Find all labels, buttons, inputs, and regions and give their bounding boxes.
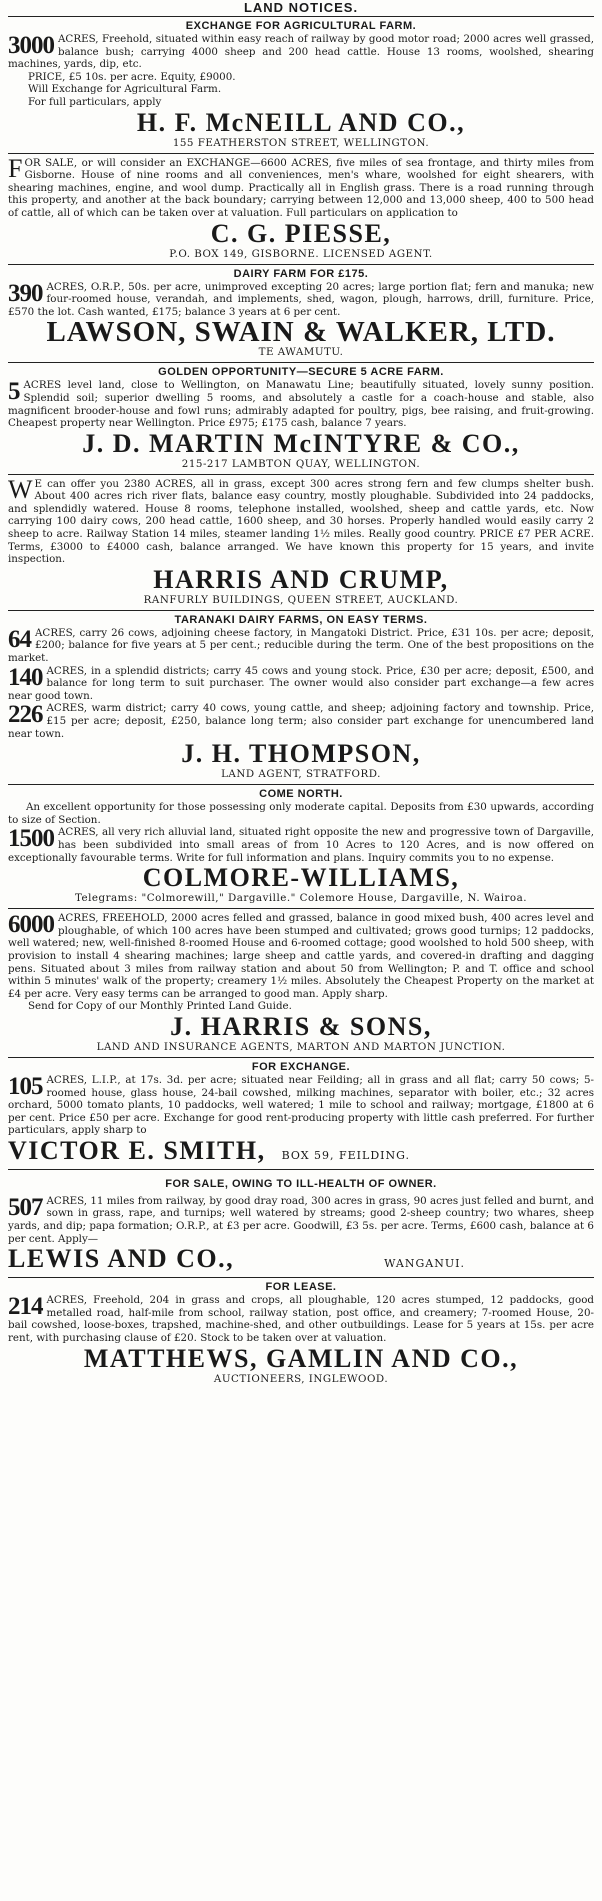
ad-text: ACRES, in a splendid districts; carry 45 cows and young stock. Price, £30 per acre; deposit, £500, and balance for long term to suit purchaser. The owner would also consider part exchange—a few acres near good town. [8, 664, 594, 702]
advertiser-address: RANFURLY BUILDINGS, QUEEN STREET, AUCKLAND. [143, 593, 459, 606]
ad-mcintyre [8, 362, 594, 473]
acreage-number: 105 [8, 1072, 43, 1100]
advertiser-address: BOX 59, FEILDING. [281, 1148, 411, 1162]
ad-piesse [8, 153, 594, 264]
acreage-number: 214 [8, 1293, 43, 1321]
ad-text: ACRES, L.I.P., at 17s. 3d. per acre; situated near Feilding; all in grass and all flat; carry 50 cows; 5-roomed house, glass house, 24-bail cowshed, milking machines, separator with boiler, etc.; 32 acres orchard, 5000 tomato plants, 10 paddocks, well watered; 1 mile to school and railway; mortgage, £1800 at 6 per cent. Price £50 per acre. Exchange for good rent-producing property with little cash preferred. For further particulars, apply sharp to [8, 1073, 594, 1137]
ad-heading: DAIRY FARM FOR £175. [233, 267, 369, 280]
acreage-number: 390 [8, 279, 43, 307]
advertiser-name: VICTOR E. SMITH, [8, 1135, 266, 1165]
advertiser-address: 215-217 LAMBTON QUAY, WELLINGTON. [181, 457, 421, 470]
ad-text: ACRES, carry 26 cows, adjoining cheese factory, in Mangatoki District. Price, £31 10s. per acre; deposit, £200; balance for five years at 5 per cent.; reducible during the term. One of the best propositions on the market. [8, 626, 594, 665]
ad-heading: GOLDEN OPPORTUNITY—SECURE 5 ACRE FARM. [158, 366, 444, 379]
ad-victor-smith [8, 1057, 594, 1169]
list-item [8, 665, 594, 703]
ad-heading: COME NORTH. [259, 788, 343, 801]
list-item [8, 702, 594, 740]
advertiser-name: COLMORE-WILLIAMS, [142, 863, 460, 893]
ad-text: ACRES, Freehold, situated within easy reach of railway by good motor road; 2000 acres well grassed, balance bush; carrying 4000 sheep and 200 head cattle. House 13 rooms, woolshed, shearing machines, yards, dip, etc. [8, 33, 594, 71]
acreage-number: 226 [8, 701, 43, 729]
acreage-number: 6000 [8, 911, 54, 939]
drop-cap: F [8, 153, 23, 183]
ad-matthews-gamlin [8, 1277, 594, 1384]
advertiser-address: WANGANUI. [384, 1257, 465, 1271]
advertiser-name: LAWSON, SWAIN & WALKER, LTD. [46, 316, 556, 349]
ad-text: ACRES level land, close to Wellington, on Manawatu Line; beautifully situated, lovely sunny position. Splendid soil; superior dwelling 5 rooms, and absolutely a castle for a coach-house and stable, also magnificent brooder-house and fowl runs; admirably adapted for poultry, pigs, bee raising, and fruit-growing. Cheapest property near Wellington. Price £975; £175 cash, balance 7 years. [8, 379, 594, 430]
ad-text: ACRES, all very rich alluvial land, situated right opposite the new and progressive town of Dargaville, has been subdivided into small areas of from 10 Acres to 120 Acres, and is now offered on exceptionally favourable terms. Write for full information and plans. Inquiry commits you to no expense. [8, 826, 594, 864]
advertiser-address: 155 FEATHERSTON STREET, WELLINGTON. [172, 136, 430, 149]
list-item [8, 627, 594, 665]
ad-heading: TARANAKI DAIRY FARMS, ON EASY TERMS. [174, 613, 428, 626]
advertiser-name: LEWIS AND CO., [8, 1244, 235, 1274]
advertiser-address: Telegrams: "Colmorewill," Dargaville." Colemore House, Dargaville, N. Wairoa. [74, 892, 528, 905]
acreage-number: 5 [8, 378, 20, 406]
advertiser-name: HARRIS AND CRUMP, [153, 564, 449, 594]
ad-text: ACRES, FREEHOLD, 2000 acres felled and grassed, balance in good mixed bush, 400 acres level and ploughable, of which 100 acres have been stumped and cultivated; grows good turnips; 12 paddocks, well watered; new, well-finished 8-roomed House and 6-roomed cottage; good woolshed to hold 500 sheep, with provision to install 4 shearing machines; large sheep and cattle yards, and covered-in drafting and dagging pens. Situated about 3 miles from railway station and about 50 from Wellington; P. and T. office and school within 5 minutes' walk of the property; creamery 1½ miles. Absolutely the Cheapest Property on the market at £4 per acre. Very easy terms can be arranged to good man. Apply sharp. [8, 912, 594, 1000]
advertiser-name: J. H. THOMPSON, [181, 739, 421, 769]
ad-text: ACRES, Freehold, 204 in grass and crops, all ploughable, 120 acres stumped, 12 paddocks, good metalled road, half-mile from school, railway station, post office, and creamery; 7-roomed House, 20-bail cowshed, loose-boxes, trapshed, machine-shed, and other outbuildings. Lease for 5 years at 15s. per acre rent, with purchasing clause of £20. Stock to be taken over at valuation. [8, 1294, 594, 1345]
ad-colmore-williams [8, 784, 594, 908]
acreage-number: 1500 [8, 825, 54, 853]
advertiser-address: LAND AND INSURANCE AGENTS, MARTON AND MARTON JUNCTION. [96, 1040, 506, 1053]
ad-heading: FOR SALE, OWING TO ILL-HEALTH OF OWNER. [165, 1177, 437, 1190]
ad-text: Will Exchange for Agricultural Farm. [28, 83, 222, 96]
advertiser-address: P.O. BOX 149, GISBORNE. LICENSED AGENT. [169, 247, 433, 260]
advertiser-name: J. HARRIS & SONS, [170, 1011, 432, 1041]
advertiser-name: MATTHEWS, GAMLIN AND CO., [83, 1343, 519, 1373]
ad-text: ACRES, 11 miles from railway, by good dray road, 300 acres in grass, 90 acres just felled and burnt, and sown in grass, rape, and turnips; well watered by streams; good 2-sheep country; two whares, sheep yards, and dip; papa formation; O.R.P., at £3 per acre. Goodwill, £3 5s. per acre. Terms, £600 cash, balance at 6 per cent. Apply— [8, 1194, 594, 1245]
ad-intro: An excellent opportunity for those possessing only moderate capital. Deposits from £30 upwards, according to size of Section. [8, 801, 594, 826]
ad-text: For full particulars, apply [28, 95, 162, 108]
ad-text: OR SALE, or will consider an EXCHANGE—6600 ACRES, five miles of sea frontage, and thirty miles from Gisborne. House of nine rooms and all conveniences, men's whare, woolshed for eight shearers, with shearing machines, engine, and wool dump. Practically all in English grass. There is a road running through this property, and another at the back boundary; carrying between 12,000 and 13,000 sheep, 400 to 500 head of cattle, all of which can be taken over at valuation. Full particulars on application to [8, 156, 594, 219]
ad-text: ACRES, warm district; carry 40 cows, young cattle, and sheep; adjoining factory and township. Price, £15 per acre; deposit, £250, balance long term; also consider part exchange for unencumbered land near town. [8, 702, 594, 740]
advertiser-name: C. G. PIESSE, [210, 218, 392, 248]
ad-text: PRICE, £5 10s. per acre. Equity, £9000. [28, 70, 236, 83]
ad-mcneill [8, 16, 594, 153]
page-title: LAND NOTICES. [243, 0, 359, 15]
acreage-number: 64 [8, 625, 31, 653]
advertiser-name: J. D. MARTIN McINTYRE & CO., [82, 428, 520, 458]
ad-text: ACRES, O.R.P., 50s. per acre, unimproved excepting 20 acres; large portion flat; fern and manuka; new four-roomed house, verandah, and implements, shed, wagon, plough, harrows, drill, furniture. Price, £570 the lot. Cash wanted, £175; balance 3 years at 6 per cent. [8, 280, 594, 318]
drop-cap: W [8, 474, 33, 504]
ad-heading: EXCHANGE FOR AGRICULTURAL FARM. [185, 20, 417, 32]
acreage-number: 140 [8, 663, 43, 691]
ad-text: E can offer you 2380 ACRES, all in grass, except 300 acres strong fern and few clumps shelter bush. About 400 acres rich river flats, balance easy country, mostly ploughable. Subdivided into 24 paddocks, and splendidly watered. House 8 rooms, telephone installed, woolshed, sheep and cattle yards, etc. Now carrying 100 dairy cows, 200 head cattle, 1600 sheep, and 30 horses. Properly handled would easily carry 2 sheep to acre. Railway Station 14 miles, steamer landing 1½ miles. Really good country. PRICE £7 PER ACRE. Terms, £3000 to £4000 cash, balance arranged. We have known this property for 15 years, and invite inspection. [8, 477, 594, 566]
advertiser-address: TE AWAMUTU. [258, 346, 344, 359]
ad-extra: Send for Copy of our Monthly Printed Land Guide. [28, 1000, 292, 1013]
ad-lewis [8, 1169, 594, 1277]
acreage-number: 507 [8, 1193, 43, 1221]
ad-heading: FOR EXCHANGE. [251, 1060, 351, 1073]
ad-thompson [8, 610, 594, 784]
ad-harris-crump [8, 474, 594, 610]
advertiser-name: H. F. McNEILL AND CO., [136, 107, 466, 137]
ad-lawson [8, 264, 594, 363]
ad-heading: FOR LEASE. [265, 1281, 337, 1294]
acreage-number: 3000 [8, 32, 54, 59]
ad-harris-sons [8, 908, 594, 1057]
advertiser-address: AUCTIONEERS, INGLEWOOD. [213, 1372, 389, 1385]
advertiser-address: LAND AGENT, STRATFORD. [221, 768, 381, 781]
